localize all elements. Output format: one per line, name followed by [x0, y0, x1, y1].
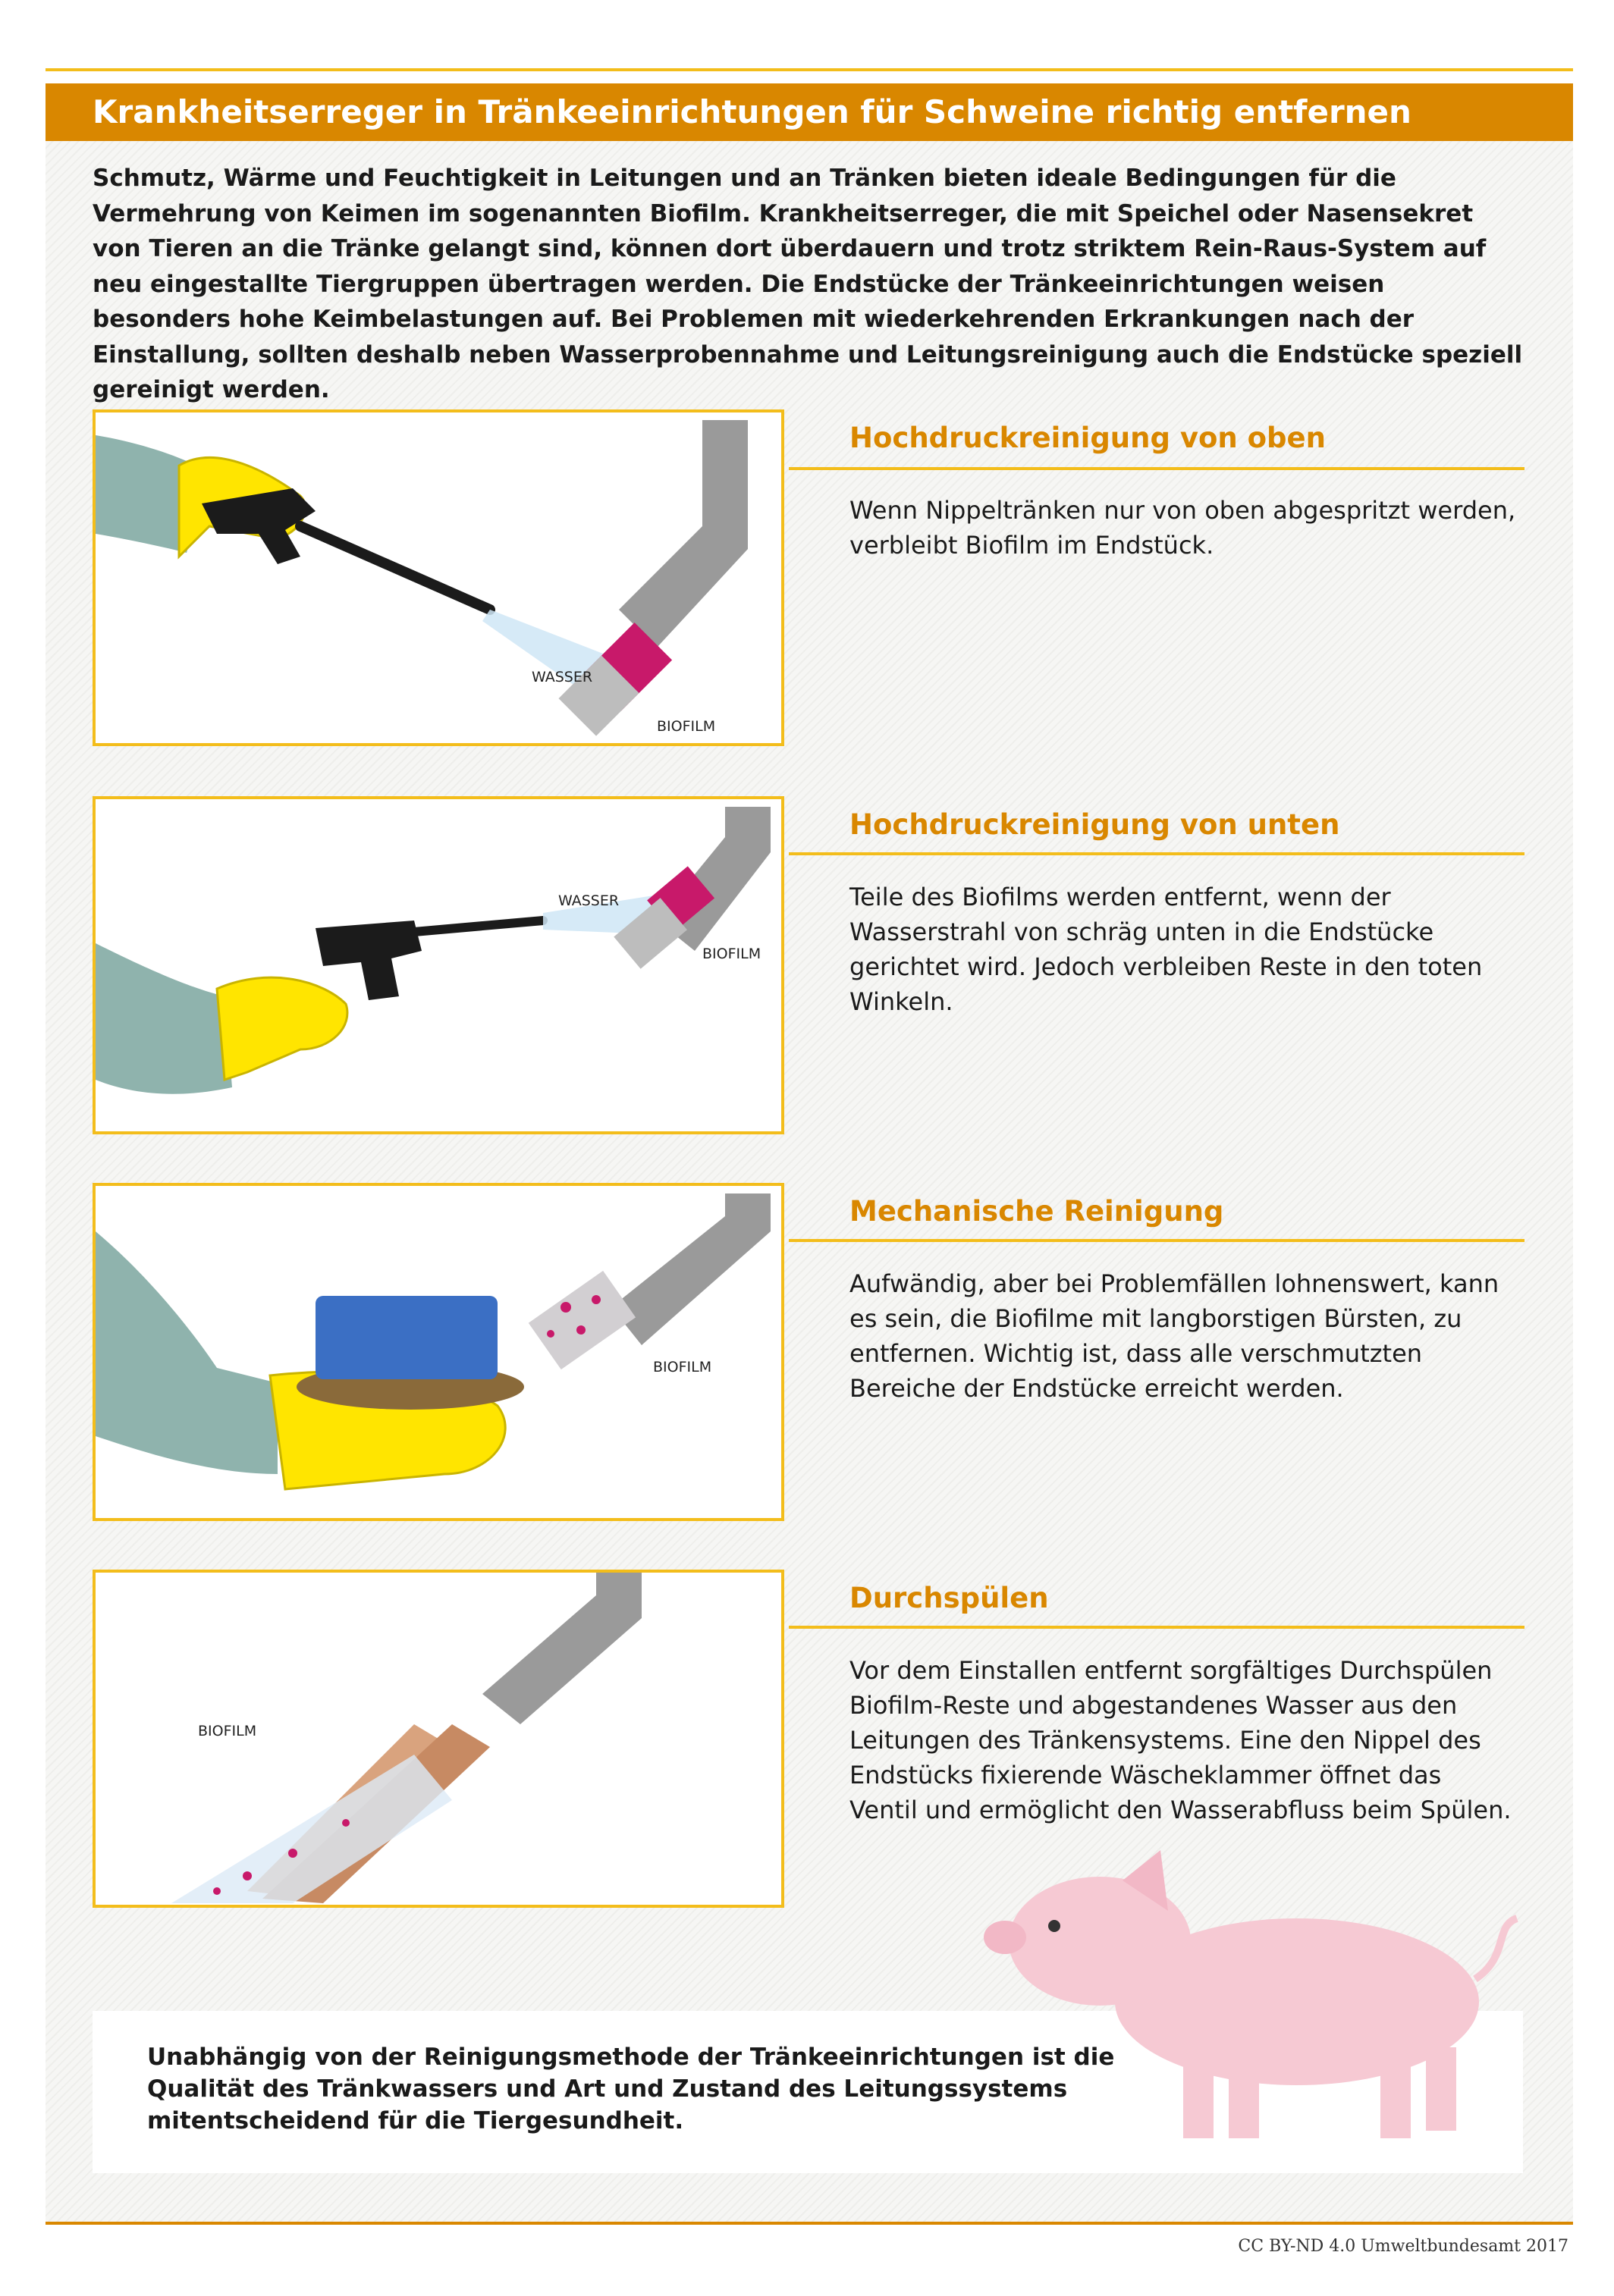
illustration-panel-2 — [93, 796, 784, 1134]
illustration-panel-4 — [93, 1570, 784, 1908]
pipe — [482, 1573, 642, 1724]
section-4-rule — [789, 1626, 1525, 1629]
sleeve — [96, 943, 232, 1094]
pipe — [611, 1193, 771, 1345]
label-water: WASSER — [532, 669, 593, 685]
pipe — [619, 420, 748, 648]
section-3-text: Aufwändig, aber bei Problemfällen lohnenswert, kann es sein, die Biofilme mit langborstigen Bürsten, zu entfernen. Wichtig ist, dass alle verschmutzten Bereiche der Endstücke erreicht werden. — [849, 1269, 1499, 1403]
illustration-panel-1 — [93, 409, 784, 746]
section-2-title: Hochdruckreinigung von unten — [849, 808, 1340, 841]
glove — [217, 977, 347, 1080]
label-biofilm: BIOFILM — [653, 1359, 712, 1375]
section-4-title: Durchspülen — [849, 1582, 1049, 1614]
section-3-title: Mechanische Reinigung — [849, 1195, 1224, 1228]
section-3-rule — [789, 1239, 1525, 1242]
bottom-rule — [46, 2222, 1573, 2225]
top-rule — [46, 68, 1573, 71]
page-title: Krankheitserreger in Tränkeeinrichtungen für Schweine richtig entfernen — [46, 83, 1573, 141]
illustration-panel-3 — [93, 1183, 784, 1521]
label-biofilm: BIOFILM — [657, 718, 716, 735]
label-water: WASSER — [558, 892, 620, 909]
pig-icon — [933, 1850, 1525, 2138]
label-biofilm: BIOFILM — [198, 1723, 257, 1739]
illustration-flushing — [96, 1573, 781, 1905]
section-2-text: Teile des Biofilms werden entfernt, wenn der Wasserstrahl von schräg unten in die Endstücke gerichtet wird. Jedoch verbleiben Reste in den toten Winkeln. — [849, 883, 1483, 1016]
credit-text: CC BY-ND 4.0 Umweltbundesamt 2017 — [1238, 2237, 1568, 2256]
spray-gun-icon — [316, 921, 422, 1000]
section-1-text: Wenn Nippeltränken nur von oben abgespritzt werden, verbleibt Biofilm im Endstück. — [849, 496, 1516, 560]
section-1-rule — [789, 467, 1525, 470]
biofilm-area — [529, 1271, 636, 1369]
illustration-spray-from-below — [96, 799, 781, 1131]
illustration-brush-cleaning — [96, 1186, 781, 1518]
sleeve — [96, 1231, 278, 1474]
illustration-spray-from-above — [96, 412, 781, 743]
brush-bristles-icon — [316, 1296, 498, 1379]
section-2-rule — [789, 852, 1525, 855]
summary-text: Unabhängig von der Reinigungsmethode der Tränkeeinrichtungen ist die Qualität des Tränkwassers und Art und Zustand des Leitungssystems mitentscheidend für die Tiergesundheit. — [147, 2044, 1115, 2134]
water-flow — [171, 1755, 452, 1903]
section-4-text: Vor dem Einstallen entfernt sorgfältiges Durchspülen Biofilm-Reste und abgestandenes Wasser aus den Leitungen des Tränkensystems. Eine den Nippel des Endstücks fixierende Wäscheklammer öffnet das Ventil und ermöglicht den Wasserabfluss beim Spülen. — [849, 1656, 1512, 1824]
section-1-title: Hochdruckreinigung von oben — [849, 422, 1326, 454]
label-biofilm: BIOFILM — [702, 946, 761, 962]
intro-paragraph: Schmutz, Wärme und Feuchtigkeit in Leitungen und an Tränken bieten ideale Bedingungen für die Vermehrung von Keimen im sogenannten Biofilm. Krankheitserreger, die mit Speichel oder Nasensekret von Tieren an die Tränke gelangt sind, können dort überdauern und trotz striktem Rein-Raus-System auf neu eingestallte Tiergruppen übertragen werden. Die Endstücke der Tränkeeinrichtungen weisen besonders hohe Keimbelastungen auf. Bei Problemen mit wiederkehrenden Erkrankungen nach der Einstallung, sollten deshalb neben Wasserprobennahme und Leitungsreinigung auch die Endstücke speziell gereinigt werden. — [93, 165, 1523, 403]
